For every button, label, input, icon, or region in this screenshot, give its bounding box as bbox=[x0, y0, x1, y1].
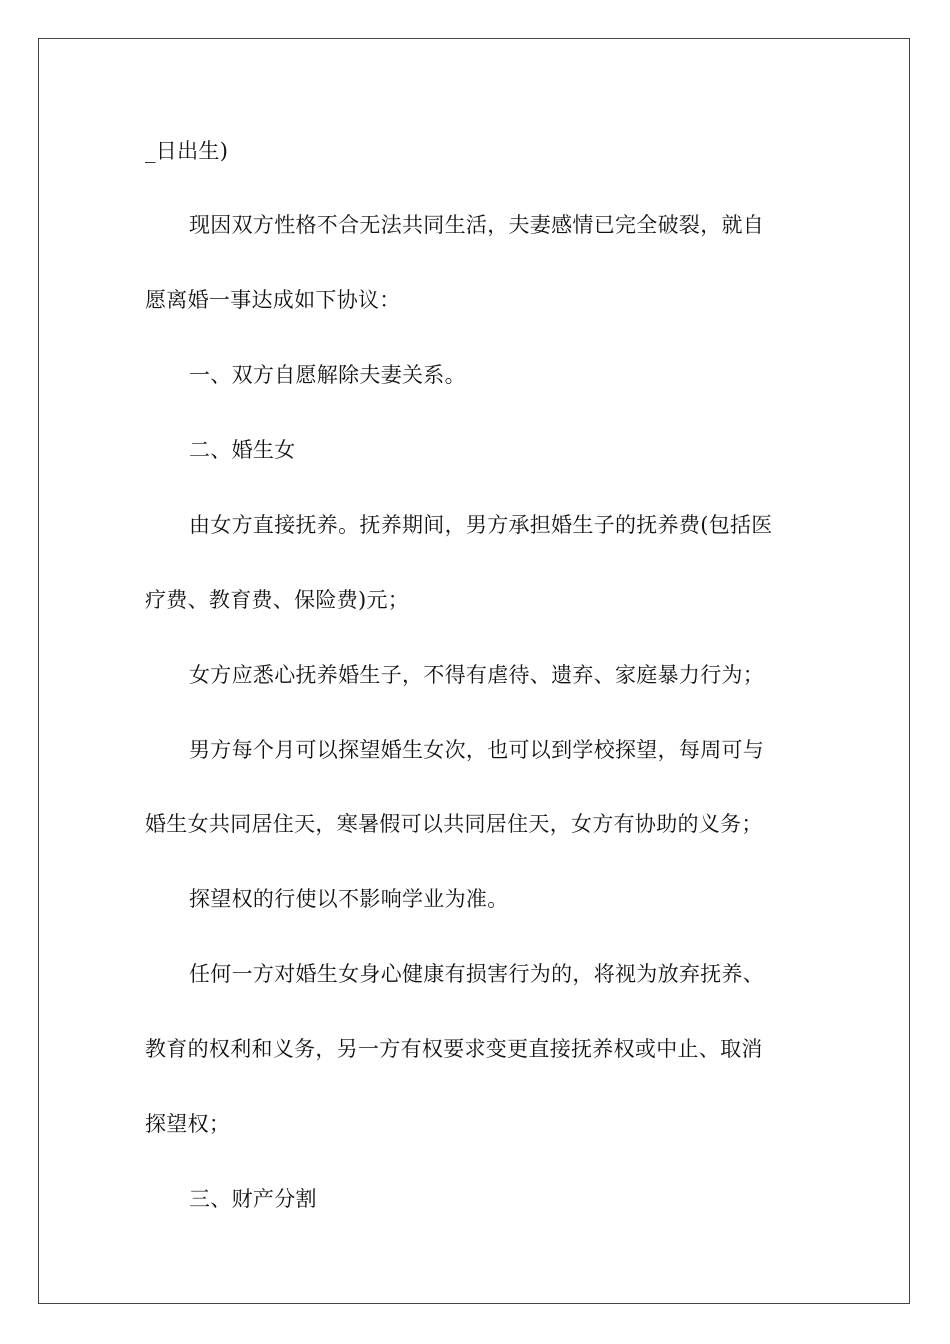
text-line-11: 探望权的行使以不影响学业为准。 bbox=[189, 887, 509, 911]
text-line-8: 女方应悉心抚养婚生子，不得有虐待、遗弃、家庭暴力行为； bbox=[189, 663, 765, 687]
text-line-15: 三、财产分割 bbox=[189, 1187, 317, 1211]
text-line-2: 现因双方性格不合无法共同生活，夫妻感情已完全破裂，就自 bbox=[189, 213, 765, 237]
text-line-10: 婚生女共同居住天，寒暑假可以共同居住天，女方有协助的义务； bbox=[145, 812, 763, 836]
text-line-14: 探望权； bbox=[145, 1112, 231, 1136]
text-line-4: 一、双方自愿解除夫妻关系。 bbox=[189, 363, 466, 387]
text-line-5: 二、婚生女 bbox=[189, 438, 296, 462]
text-line-3: 愿离婚一事达成如下协议： bbox=[145, 288, 401, 312]
text-line-13: 教育的权利和义务，另一方有权要求变更直接抚养权或中止、取消 bbox=[145, 1037, 763, 1061]
text-line-1: _日出生) bbox=[145, 139, 229, 163]
text-line-7: 疗费、教育费、保险费)元； bbox=[145, 588, 410, 612]
text-line-6: 由女方直接抚养。抚养期间，男方承担婚生子的抚养费(包括医 bbox=[189, 513, 773, 537]
text-line-9: 男方每个月可以探望婚生女次，也可以到学校探望，每周可与 bbox=[189, 738, 765, 762]
text-line-12: 任何一方对婚生女身心健康有损害行为的，将视为放弃抚养、 bbox=[189, 962, 765, 986]
